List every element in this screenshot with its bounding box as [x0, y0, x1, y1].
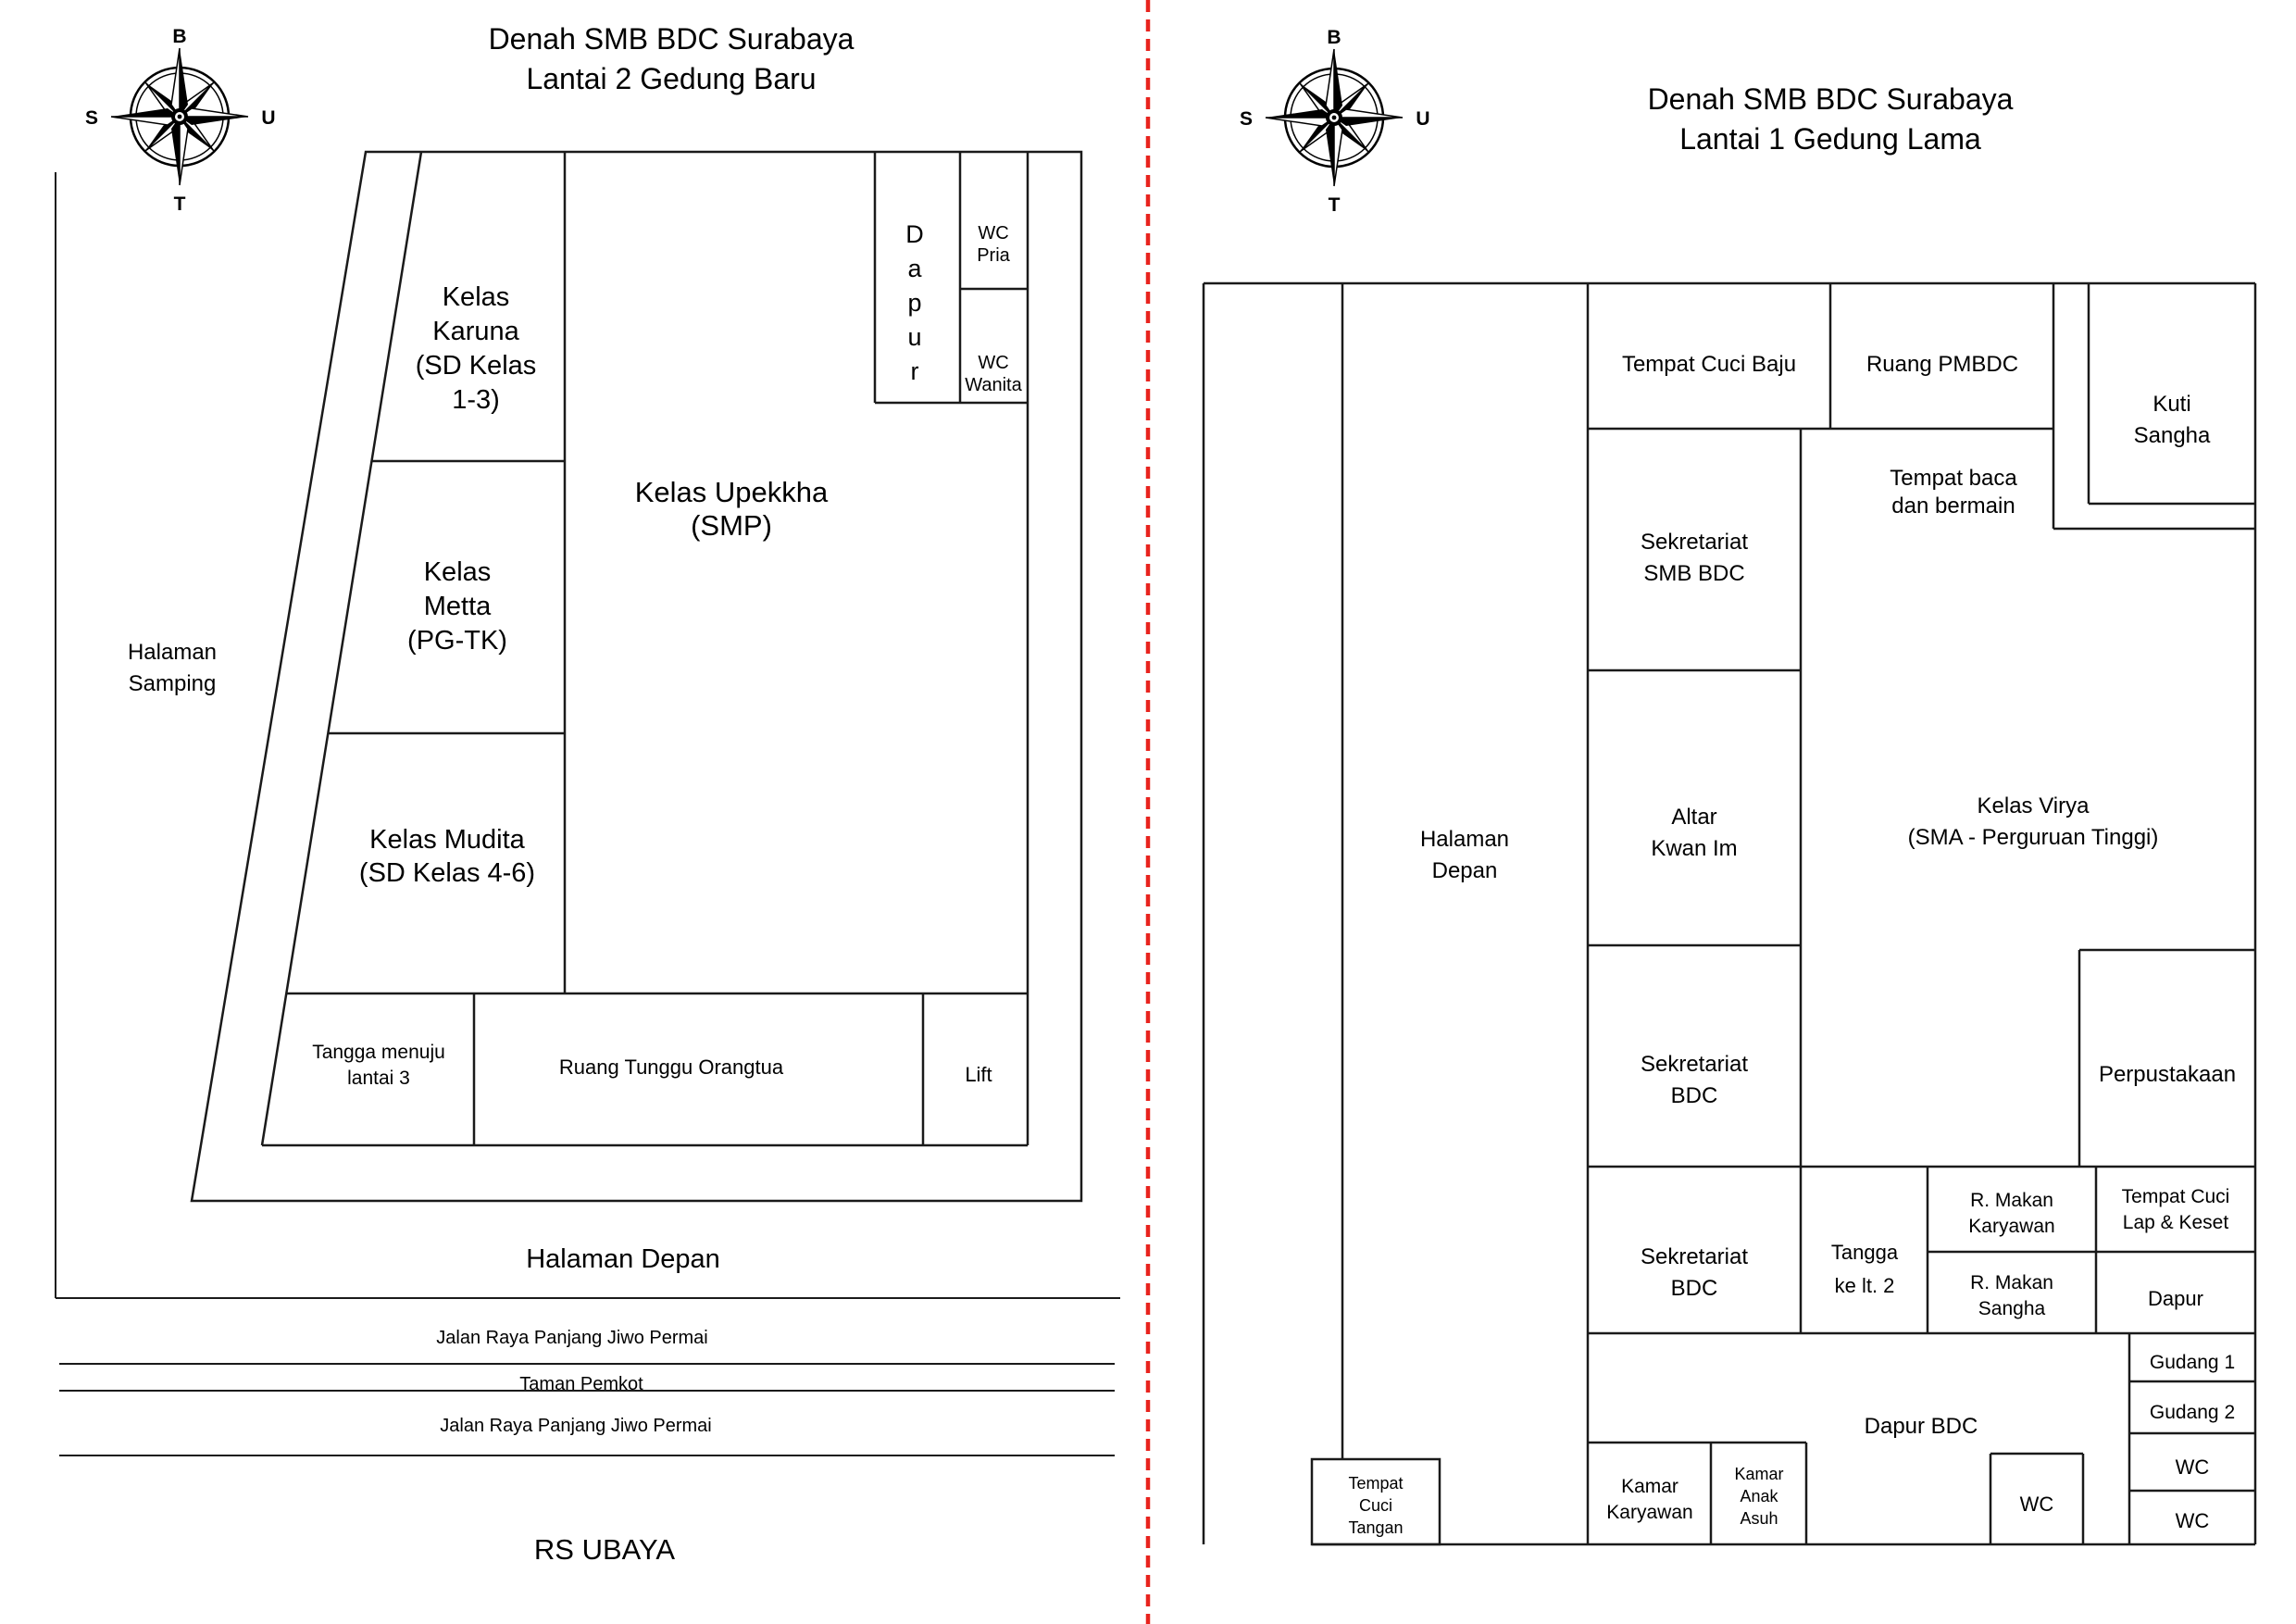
halaman-depan-label: Depan — [1431, 858, 1498, 883]
wc-wanita-label: Wanita — [965, 375, 1022, 395]
jalan-raya-label-2: Jalan Raya Panjang Jiwo Permai — [440, 1416, 712, 1436]
left-plan-title-line2: Lantai 2 Gedung Baru — [526, 62, 817, 95]
left-plan — [56, 22, 1120, 1566]
compass-letter-right: U — [261, 107, 276, 129]
tempat-cuci-lap-label: Lap & Keset — [2122, 1212, 2229, 1233]
right-plan-walls — [1204, 283, 2255, 1544]
jalan-raya-label-1: Jalan Raya Panjang Jiwo Permai — [436, 1328, 708, 1348]
wc-label: WC — [2175, 1455, 2210, 1479]
tempat-baca-label: dan bermain — [1891, 493, 2015, 518]
compass-letter-left: S — [1239, 108, 1254, 130]
kelas-mudita-label: Kelas Mudita — [369, 825, 525, 855]
sekretariat-smb-bdc-label: Sekretariat — [1640, 530, 1749, 555]
altar-kwan-im-label: Kwan Im — [1651, 836, 1738, 861]
tempat-cuci-lap-label: Tempat Cuci — [2121, 1186, 2230, 1207]
kelas-upekkha-label: Kelas Upekkha — [634, 476, 829, 508]
room-dapur — [905, 220, 924, 385]
lift-label: Lift — [965, 1063, 992, 1086]
kamar-anak-asuh-label: Anak — [1740, 1487, 1778, 1505]
right-plan-title-line2: Lantai 1 Gedung Lama — [1679, 122, 1981, 156]
kamar-karyawan-label: Kamar — [1621, 1476, 1678, 1497]
kelas-karuna-label: (SD Kelas — [415, 351, 537, 381]
halaman-depan-label — [1420, 827, 1509, 883]
altar-kwan-im-label: Altar — [1671, 805, 1717, 830]
dapur-label: p — [907, 289, 922, 317]
ruang-pmbdc-label: Ruang PMBDC — [1866, 352, 2019, 377]
kamar-karyawan-label — [1606, 1476, 1692, 1523]
r-makan-sangha-label — [1970, 1272, 2053, 1319]
dapur-label: r — [910, 357, 919, 385]
wc-label: WC — [2019, 1493, 2054, 1516]
kelas-virya-label: (SMA - Perguruan Tinggi) — [1907, 825, 2159, 850]
dapur-label: u — [907, 323, 922, 351]
compass-letter-bottom: T — [173, 194, 186, 215]
dapur-label: a — [907, 255, 922, 282]
room-wc-wanita — [965, 353, 1022, 395]
kelas-metta-label: Kelas — [423, 557, 492, 587]
tangga-label: Tangga menuju — [312, 1042, 445, 1063]
tangga-ke-lt2-label — [1831, 1241, 1899, 1297]
compass-letter-left: S — [84, 107, 99, 129]
left-plan-room-labels — [312, 220, 1022, 1089]
kelas-virya-label — [1908, 793, 2159, 850]
room-kelas-metta — [407, 557, 507, 656]
kuti-sangha-label: Sangha — [2133, 423, 2211, 448]
tempat-cuci-tangan-label: Tangan — [1348, 1518, 1404, 1537]
rs-ubaya-label: RS UBAYA — [533, 1533, 676, 1566]
perpustakaan-label: Perpustakaan — [2098, 1062, 2237, 1087]
gudang-2-label: Gudang 2 — [2149, 1402, 2236, 1423]
room-wc-pria — [977, 223, 1010, 266]
kuti-sangha-label: Kuti — [2152, 392, 2191, 417]
halaman-depan-label: Halaman — [1419, 827, 1510, 852]
kamar-anak-asuh-label: Asuh — [1740, 1509, 1778, 1528]
sekretariat-bdc-label: BDC — [1670, 1276, 1718, 1301]
room-tangga — [312, 1042, 445, 1089]
compass-letter-top: B — [172, 26, 187, 47]
sekretariat-smb-bdc-label — [1641, 530, 1748, 586]
tempat-cuci-tangan-label — [1348, 1474, 1403, 1537]
tempat-cuci-baju-label: Tempat Cuci Baju — [1621, 352, 1797, 377]
dapur-label: Dapur — [2148, 1287, 2203, 1310]
r-makan-sangha-label: R. Makan — [1970, 1272, 2053, 1293]
right-plan — [1204, 27, 2255, 1544]
compass-letter-bottom: T — [1328, 194, 1341, 216]
tempat-baca-label: Tempat baca — [1890, 466, 2017, 491]
taman-pemkot-label: Taman Pemkot — [519, 1374, 643, 1394]
compass-letter-top: B — [1327, 27, 1341, 48]
tempat-baca-label — [1890, 466, 2017, 518]
ruang-tunggu-label: Ruang Tunggu Orangtua — [558, 1056, 784, 1079]
dapur-label: D — [905, 220, 924, 248]
kuti-sangha-label — [2134, 392, 2211, 448]
left-plan-title-line1: Denah SMB BDC Surabaya — [488, 22, 855, 56]
sekretariat-bdc-2-label — [1641, 1244, 1748, 1301]
r-makan-karyawan-label: Karyawan — [1968, 1216, 2055, 1237]
sekretariat-bdc-label: Sekretariat — [1640, 1244, 1749, 1269]
kamar-anak-asuh-label: Kamar — [1734, 1465, 1784, 1483]
tangga-ke-lt2-label: Tangga — [1830, 1241, 1899, 1264]
kelas-metta-label: Metta — [423, 592, 492, 621]
kelas-metta-label: (PG-TK) — [407, 626, 507, 656]
tempat-cuci-tangan-label: Cuci — [1358, 1496, 1393, 1515]
tempat-cuci-tangan-label: Tempat — [1348, 1474, 1404, 1493]
halaman-samping-label: Samping — [128, 671, 217, 696]
halaman-depan-label: Halaman Depan — [526, 1244, 720, 1274]
kamar-anak-asuh-label — [1734, 1465, 1783, 1528]
kelas-karuna-label: Karuna — [432, 317, 519, 346]
left-compass-rose-icon — [85, 26, 276, 215]
gudang-1-label: Gudang 1 — [2149, 1352, 2236, 1373]
altar-kwan-im-label — [1651, 805, 1737, 861]
kelas-upekkha-label: (SMP) — [691, 509, 772, 542]
kelas-karuna-label: 1-3) — [452, 385, 500, 415]
tangga-ke-lt2-label: ke lt. 2 — [1834, 1274, 1895, 1297]
r-makan-sangha-label: Sangha — [1978, 1298, 2046, 1319]
room-kelas-karuna — [416, 282, 537, 415]
kelas-mudita-label: (SD Kelas 4-6) — [358, 858, 536, 888]
kelas-karuna-label: Kelas — [442, 282, 510, 312]
halaman-samping-label: Halaman — [127, 640, 218, 665]
wc-pria-label: Pria — [977, 245, 1010, 266]
dapur-bdc-label: Dapur BDC — [1864, 1414, 1978, 1439]
wc-label: WC — [2175, 1509, 2210, 1532]
r-makan-karyawan-label — [1968, 1190, 2054, 1237]
right-plan-title-line1: Denah SMB BDC Surabaya — [1647, 82, 2014, 116]
kelas-virya-label: Kelas Virya — [1977, 793, 2090, 818]
tempat-cuci-lap-label — [2122, 1186, 2230, 1233]
sekretariat-bdc-1-label — [1641, 1052, 1748, 1108]
compass-letter-right: U — [1416, 108, 1430, 130]
r-makan-karyawan-label: R. Makan — [1970, 1190, 2053, 1211]
right-compass-rose-icon — [1240, 27, 1430, 216]
kamar-karyawan-label: Karyawan — [1606, 1502, 1693, 1523]
sekretariat-bdc-label: Sekretariat — [1640, 1052, 1749, 1077]
room-kelas-upekkha — [635, 476, 829, 542]
tangga-label: lantai 3 — [347, 1068, 410, 1089]
wc-wanita-label: WC — [978, 353, 1009, 373]
left-plan-outside-labels — [128, 640, 720, 1566]
sekretariat-bdc-label: BDC — [1670, 1083, 1718, 1108]
wc-pria-label: WC — [978, 223, 1009, 244]
sekretariat-smb-bdc-label: SMB BDC — [1643, 561, 1745, 586]
room-kelas-mudita — [359, 825, 535, 888]
